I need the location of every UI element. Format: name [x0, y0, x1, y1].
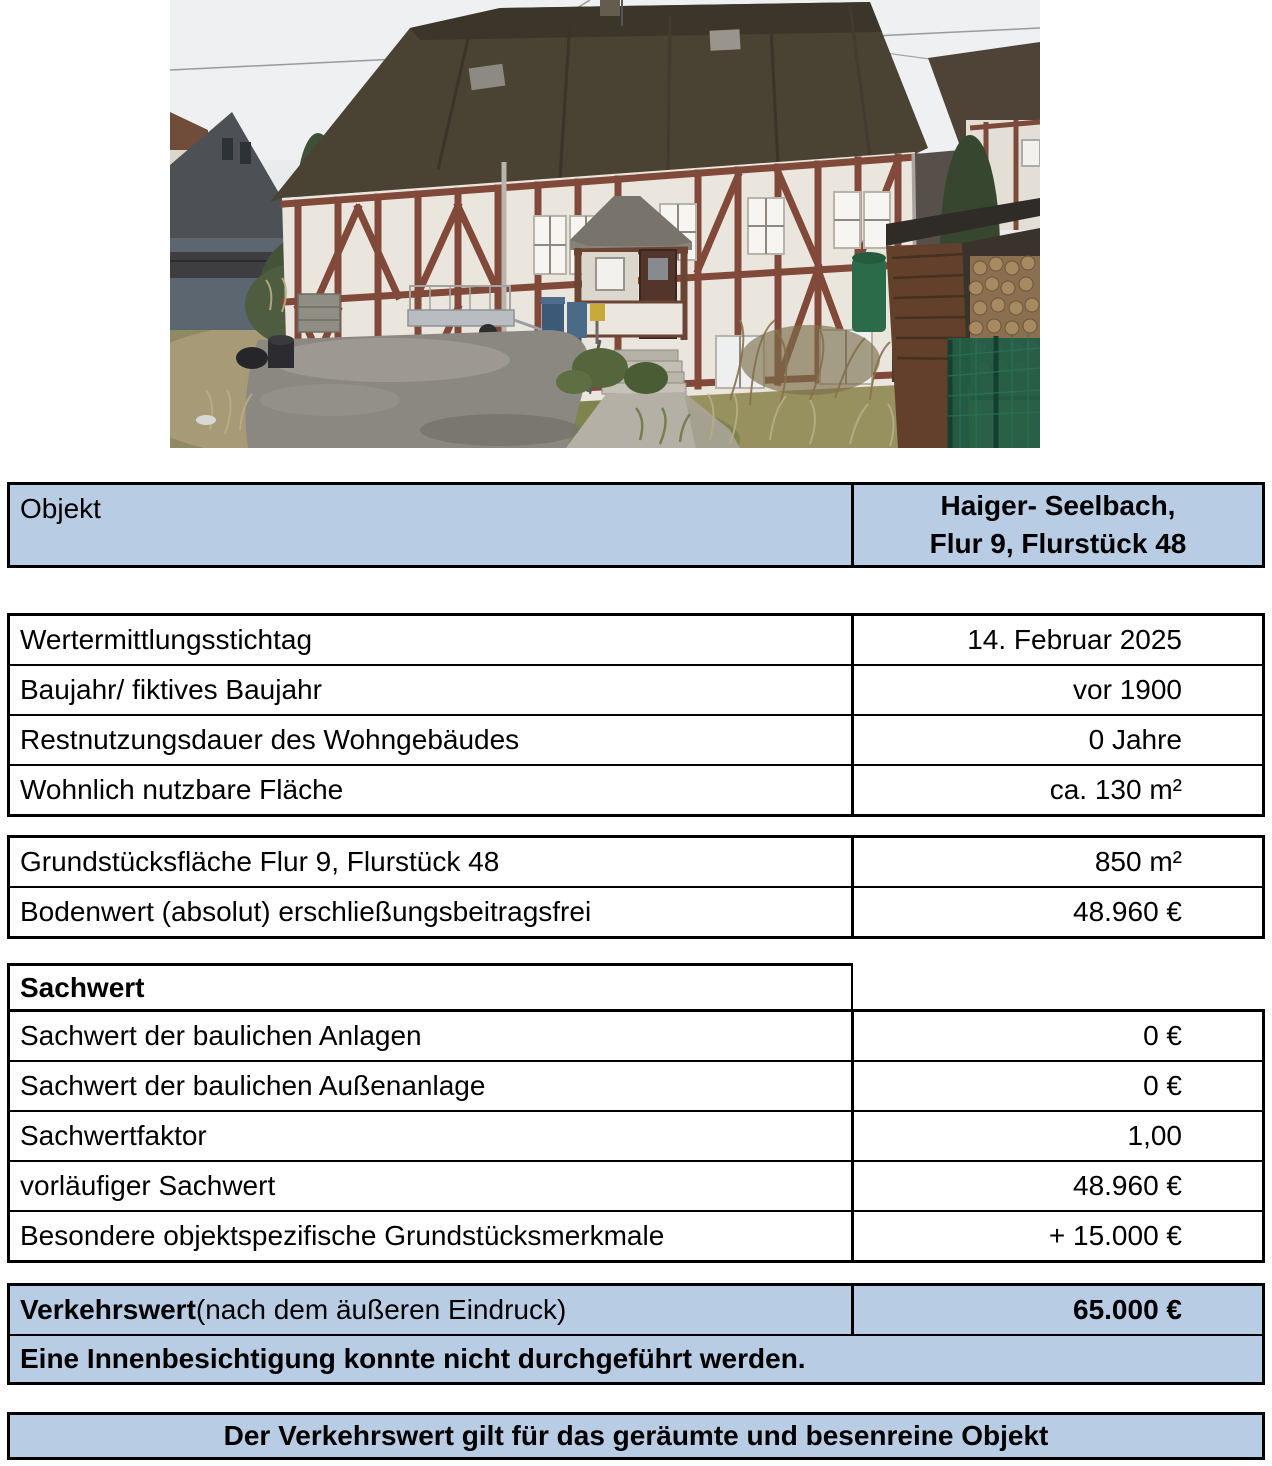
table-row — [10, 886, 1262, 936]
table-row — [10, 1110, 1262, 1160]
verkehrswert-value: 65.000 € — [1073, 1294, 1182, 1325]
row-label: Besondere objektspezifische Grundstücksmerkmale — [10, 1212, 854, 1260]
row-value: 48.960 € — [1073, 1170, 1182, 1201]
verkehrswert-label — [10, 1286, 854, 1334]
grundstueck-table — [7, 835, 1265, 939]
row-value: 48.960 € — [1073, 896, 1182, 927]
row-value: 14. Februar 2025 — [967, 624, 1182, 655]
verkehrswert-table — [7, 1283, 1265, 1385]
row-label: Sachwertfaktor — [10, 1112, 854, 1160]
verkehrswert-label-bold: Verkehrswert — [20, 1294, 196, 1325]
table-row — [10, 1210, 1262, 1260]
table-row — [10, 616, 1262, 664]
objekt-value — [854, 485, 1262, 565]
table-row — [10, 1060, 1262, 1110]
row-label: Sachwert der baulichen Anlagen — [10, 1012, 854, 1060]
row-value: 850 m² — [1094, 846, 1182, 877]
sachwert-header-empty-cell — [853, 963, 1262, 1009]
table-row — [10, 764, 1262, 814]
row-value: vor 1900 — [1073, 674, 1182, 705]
row-label: vorläufiger Sachwert — [10, 1162, 854, 1210]
row-value: 0 Jahre — [1088, 724, 1182, 755]
row-label: Baujahr/ fiktives Baujahr — [10, 666, 854, 714]
table-row — [10, 664, 1262, 714]
verkehrswert-row — [10, 1286, 1262, 1334]
objekt-value-line1: Haiger- Seelbach, — [940, 490, 1176, 521]
objekt-label: Objekt — [10, 485, 854, 565]
property-photo-graphic — [170, 0, 1040, 448]
row-label: Bodenwert (absolut) erschließungsbeitragsfrei — [10, 888, 854, 936]
eckdaten-table — [7, 613, 1265, 817]
row-value: 0 € — [1143, 1020, 1182, 1051]
banner — [7, 1412, 1265, 1460]
verkehrswert-label-rest: (nach dem äußeren Eindruck) — [195, 1294, 567, 1325]
objekt-value-line2: Flur 9, Flurstück 48 — [929, 527, 1187, 559]
sachwert-header-row — [7, 963, 1265, 1009]
row-value: + 15.000 € — [1048, 1220, 1182, 1251]
row-value: ca. 130 m² — [1049, 774, 1182, 805]
banner-text: Der Verkehrswert gilt für das geräumte und besenreine Objekt — [223, 1420, 1049, 1451]
verkehrswert-note: Eine Innenbesichtigung konnte nicht durchgeführt werden. — [20, 1343, 806, 1374]
row-label: Restnutzungsdauer des Wohngebäudes — [10, 716, 854, 764]
row-label: Wertermittlungsstichtag — [10, 616, 854, 664]
property-photo — [170, 0, 1040, 448]
objekt-table — [7, 482, 1265, 568]
verkehrswert-note-row — [10, 1334, 1262, 1382]
row-value: 1,00 — [1127, 1120, 1182, 1151]
sachwert-table — [7, 963, 1265, 1263]
table-row — [10, 714, 1262, 764]
sachwert-header: Sachwert — [7, 963, 853, 1009]
row-label: Wohnlich nutzbare Fläche — [10, 766, 854, 814]
objekt-row — [10, 485, 1262, 565]
table-row — [10, 1012, 1262, 1060]
table-row — [10, 1160, 1262, 1210]
row-label: Sachwert der baulichen Außenanlage — [10, 1062, 854, 1110]
row-value: 0 € — [1143, 1070, 1182, 1101]
table-row — [10, 838, 1262, 886]
row-label: Grundstücksfläche Flur 9, Flurstück 48 — [10, 838, 854, 886]
